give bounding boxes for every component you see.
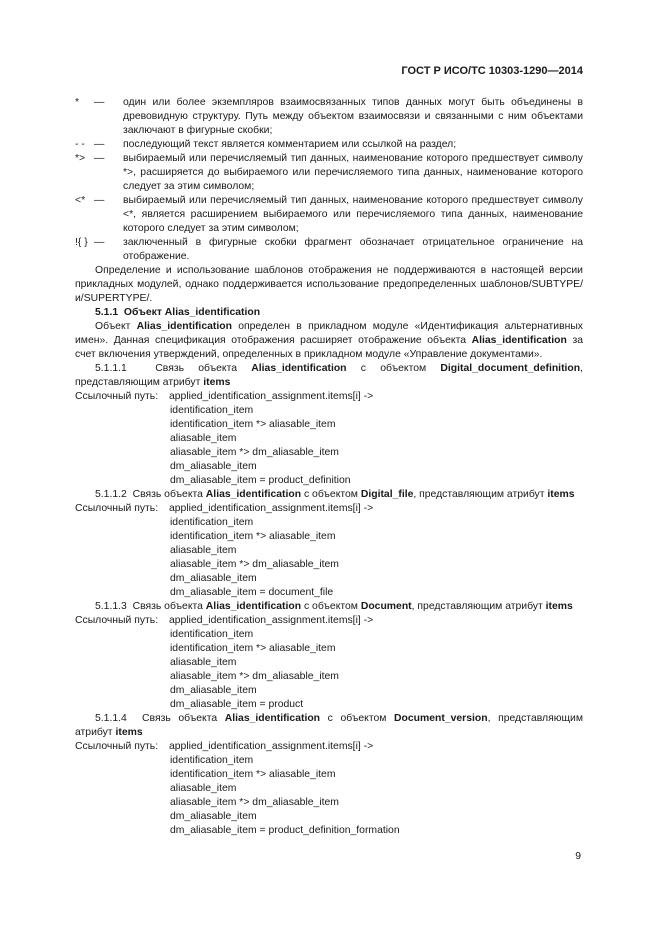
subsection-text: Связь объекта: [132, 601, 206, 612]
definition-dash: —: [94, 139, 105, 150]
entity-name: Alias_identification: [205, 489, 302, 500]
reference-path-line: dm_aliasable_item: [170, 685, 257, 696]
reference-path-lines: [75, 516, 583, 600]
target-entity-name: Digital_document_definition: [440, 363, 581, 374]
subsection-heading: [75, 362, 583, 390]
reference-path-line: dm_aliasable_item = product_definition: [170, 475, 351, 486]
definition-item: [75, 152, 583, 194]
attribute-name: items: [203, 377, 231, 388]
definition-text: последующий текст является комментарием или ссылкой на раздел;: [123, 139, 457, 150]
definition-dash: —: [94, 237, 105, 248]
reference-path-label: Ссылочный путь:: [75, 391, 159, 402]
document-header: ГОСТ Р ИСО/ТС 10303-1290—2014: [401, 65, 583, 77]
intro-text: определен в прикладном модуле «Идентификация альтернативных имен». Данная спецификация отображения расширяет отображение объекта: [75, 321, 583, 346]
reference-path-line: identification_item *> aliasable_item: [170, 419, 336, 430]
definition-dash: —: [94, 153, 105, 164]
reference-path-line: dm_aliasable_item: [170, 461, 257, 472]
page-number: 9: [575, 851, 581, 862]
definition-item: [75, 138, 583, 152]
definition-symbol: - -: [75, 139, 85, 150]
reference-path-line: aliasable_item *> dm_aliasable_item: [170, 447, 339, 458]
target-entity-name: Digital_file: [360, 489, 414, 500]
definition-symbol: *>: [75, 153, 86, 164]
subsection-text: с объектом: [320, 713, 395, 724]
reference-path-line: aliasable_item *> dm_aliasable_item: [170, 797, 339, 808]
entity-name: Alias_identification: [251, 363, 347, 374]
reference-path-label: Ссылочный путь:: [75, 503, 159, 514]
reference-path-line: applied_identification_assignment.items[i] ->: [169, 615, 374, 626]
reference-path-line: dm_aliasable_item = product: [170, 699, 304, 710]
reference-path-line: dm_aliasable_item: [170, 573, 257, 584]
definition-symbol: *: [75, 97, 80, 108]
attribute-name: items: [547, 489, 575, 500]
subsection-heading: [75, 712, 583, 740]
entity-name: Alias_identification: [205, 601, 302, 612]
page-content: [75, 96, 583, 838]
subsection-number: 5.1.1.1: [95, 363, 127, 374]
definition-text: один или более экземпляров взаимосвязанных типов данных могут быть объединены в древовидную структуру. Путь между объектом взаимосвязи и связанными с ним объектами заключают в фигурные скобки;: [123, 97, 583, 136]
subsection-text: , представляющим атрибут: [75, 713, 583, 738]
section-title: Объект Alias_identification: [123, 307, 261, 318]
reference-path-line: aliasable_item: [170, 783, 237, 794]
reference-path-lines: [75, 754, 583, 838]
definition-symbol: !{ }: [75, 237, 88, 248]
definition-text: выбираемый или перечисляемый тип данных, наименование которого предшествует символу *>, расширяется до выбираемого или перечисляемого типа данных, наименование которого следует за этим символом;: [123, 153, 583, 192]
section-number: 5.1.1: [95, 307, 119, 318]
subsection-text: , представляющим атрибут: [411, 601, 546, 612]
subsection-text: Связь объекта: [142, 713, 225, 724]
entity-name: Alias_identification: [471, 335, 567, 346]
reference-path-line: aliasable_item *> dm_aliasable_item: [170, 671, 339, 682]
subsection-text: с объектом: [301, 489, 361, 500]
intro-text: Объект: [95, 321, 137, 332]
reference-path-label: Ссылочный путь:: [75, 741, 159, 752]
templates-paragraph: Определение и использование шаблонов отображения не поддерживаются в настоящей версии прикладных модулей, однако поддерживается использование предопределенных шаблонов/SUBTYPE/и/SUPERTYPE/.: [75, 265, 583, 304]
reference-path-line: aliasable_item: [170, 545, 237, 556]
reference-path: [75, 740, 583, 754]
subsection-text: Связь объекта: [155, 363, 252, 374]
reference-path-line: dm_aliasable_item = product_definition_formation: [170, 825, 400, 836]
entity-name: Alias_identification: [224, 713, 321, 724]
reference-path-line: applied_identification_assignment.items[i] ->: [169, 391, 374, 402]
reference-path: [75, 614, 583, 628]
entity-name: Alias_identification: [136, 321, 232, 332]
subsection-text: с объектом: [301, 601, 361, 612]
reference-path-line: aliasable_item *> dm_aliasable_item: [170, 559, 339, 570]
definition-text: выбираемый или перечисляемый тип данных, наименование которого предшествует символу <*, является расширением выбираемого или перечисляемого типа данных, наименование которого следует за этим символом;: [123, 195, 583, 234]
reference-path: [75, 502, 583, 516]
definition-item: [75, 236, 583, 264]
definition-dash: —: [94, 195, 105, 206]
target-entity-name: Document: [360, 601, 412, 612]
subsection-heading: [75, 600, 583, 614]
subsection-number: 5.1.1.3: [95, 601, 127, 612]
reference-path-line: identification_item *> aliasable_item: [170, 769, 336, 780]
reference-path-label: Ссылочный путь:: [75, 615, 159, 626]
definition-dash: —: [94, 97, 105, 108]
reference-path-line: identification_item: [170, 629, 254, 640]
reference-path: [75, 390, 583, 404]
target-entity-name: Document_version: [394, 713, 488, 724]
definition-symbol: <*: [75, 195, 86, 206]
reference-path-line: aliasable_item: [170, 657, 237, 668]
reference-path-line: aliasable_item: [170, 433, 237, 444]
section-heading: [75, 306, 583, 320]
subsection-number: 5.1.1.2: [95, 489, 127, 500]
reference-path-lines: [75, 628, 583, 712]
reference-path-line: identification_item *> aliasable_item: [170, 643, 336, 654]
subsection-text: Связь объекта: [132, 489, 206, 500]
reference-path-line: dm_aliasable_item: [170, 811, 257, 822]
subsection-heading: [75, 488, 583, 502]
reference-path-lines: [75, 404, 583, 488]
attribute-name: items: [545, 601, 573, 612]
intro-text: за счет включения утверждений, определенных в прикладном модуле «Управление документами».: [75, 335, 583, 360]
reference-path-line: identification_item: [170, 517, 254, 528]
reference-path-line: dm_aliasable_item = document_file: [170, 587, 334, 598]
subsection-number: 5.1.1.4: [95, 713, 127, 724]
subsection-text: , представляющим атрибут: [413, 489, 548, 500]
definition-item: [75, 96, 583, 138]
reference-path-line: identification_item: [170, 405, 254, 416]
subsection-text: с объектом: [346, 363, 441, 374]
reference-path-line: identification_item *> aliasable_item: [170, 531, 336, 542]
definition-item: [75, 194, 583, 236]
intro-paragraph: [75, 320, 583, 362]
subsection-text: , представляющим атрибут: [75, 363, 583, 388]
definition-text: заключенный в фигурные скобки фрагмент обозначает отрицательное ограничение на отображение.: [123, 237, 583, 262]
reference-path-line: identification_item: [170, 755, 254, 766]
reference-path-line: applied_identification_assignment.items[i] ->: [169, 741, 374, 752]
attribute-name: items: [115, 727, 143, 738]
reference-path-line: applied_identification_assignment.items[i] ->: [169, 503, 374, 514]
